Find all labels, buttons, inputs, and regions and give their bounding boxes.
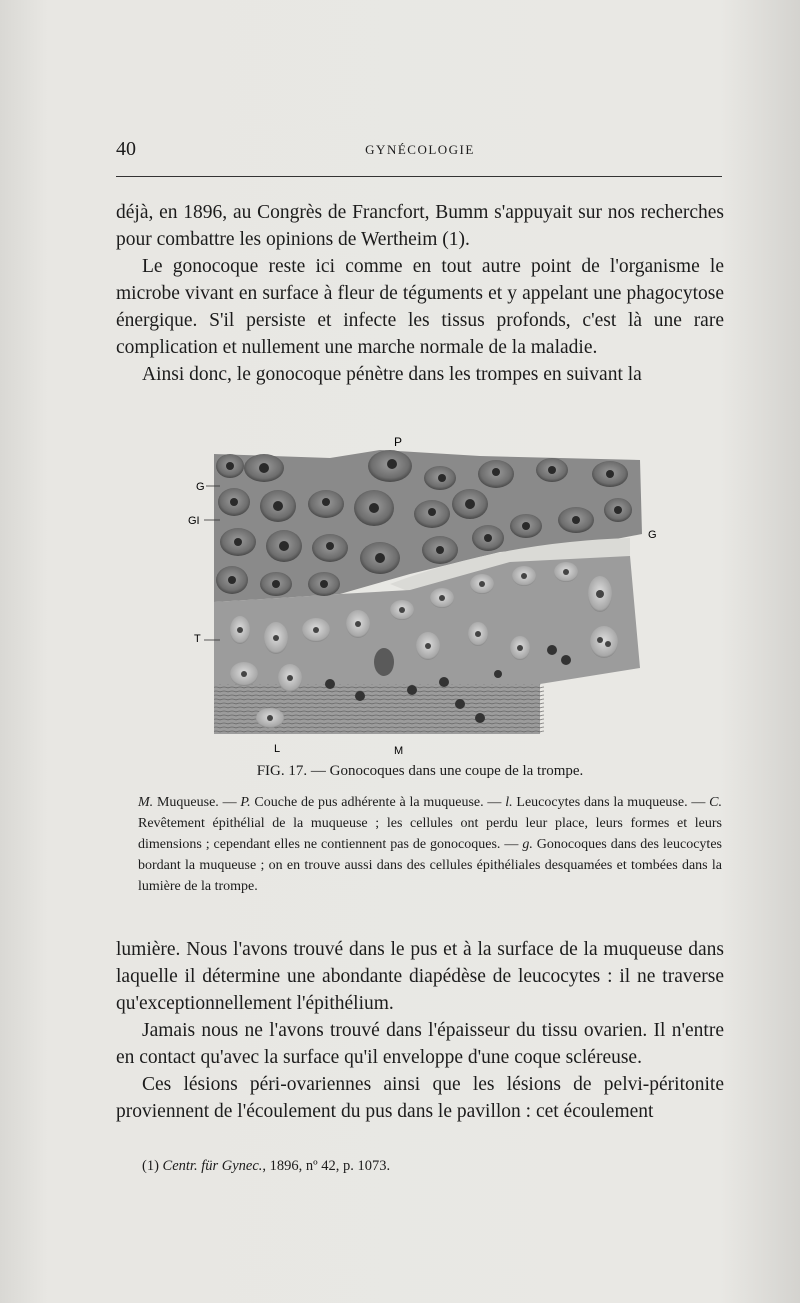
label-m: M	[394, 745, 404, 757]
label-g-left: G	[196, 481, 205, 493]
label-t: T	[194, 633, 201, 645]
label-p: P	[394, 435, 403, 449]
paragraph-5: Jamais nous ne l'avons trouvé dans l'épaisseur du tissu ovarien. Il n'entre en contact qu'avec la surface qu'il enveloppe d'une coque scléreuse.	[116, 1020, 724, 1068]
label-l: L	[274, 743, 281, 755]
footnote-marker: (1)	[142, 1158, 163, 1174]
legend-key-c: C.	[709, 795, 723, 810]
legend-text-m: Muqueuse. —	[153, 795, 241, 810]
page-header	[116, 138, 724, 162]
legend-text-p: Couche de pus adhérente à la muqueuse. —	[250, 795, 506, 810]
legend-key-m: M.	[138, 795, 154, 810]
paragraph-6: Ces lésions péri-ovariennes ainsi que les lésions de pelvi-péritonite proviennent de l'écoulement du pus dans le pavillon : cet écoulement	[116, 1074, 724, 1122]
figure-number: FIG. 17.	[256, 763, 308, 779]
running-head: GYNÉCOLOGIE	[365, 142, 475, 157]
paragraph-1: déjà, en 1896, au Congrès de Francfort, Bumm s'appuyait sur nos recherches pour combattre les opinions de Wertheim (1).	[116, 202, 724, 250]
histology-figure	[180, 434, 660, 764]
figure-caption-text: — Gonocoques dans une coupe de la trompe.	[307, 763, 584, 779]
text-block-top	[116, 199, 724, 388]
legend-text-g: Gonocoques dans des leucocytes bordant la muqueuse ; on en trouve aussi dans des cellules épithéliales desquamées et tombées dans la lumière de la trompe.	[138, 837, 722, 894]
legend-key-p: P.	[240, 795, 251, 810]
paragraph-4: lumière. Nous l'avons trouvé dans le pus et à la surface de la muqueuse dans laquelle il détermine une abondante diapédèse de leucocytes : il ne traverse qu'exceptionnellement l'épithélium.	[116, 939, 724, 1014]
legend-text-c: Revêtement épithélial de la muqueuse ; les cellules ont perdu leur place, leurs formes et leurs dimensions ; cependant elles ne contiennent pas de gonocoques. —	[138, 816, 722, 852]
figure-caption	[116, 763, 724, 780]
page-number: 40	[116, 138, 136, 160]
label-g-right: G	[648, 529, 657, 541]
footnote-rest: , 1896, nº 42, p. 1073.	[262, 1158, 391, 1174]
footnote	[142, 1158, 390, 1175]
paragraph-2: Le gonocoque reste ici comme en tout autre point de l'organisme le microbe vivant en surface à fleur de téguments et y appelant une phagocytose énergique. S'il persiste et infecte les tissus profonds, c'est là une rare complication et nullement une marche normale de la maladie.	[116, 256, 724, 358]
paragraph-3: Ainsi donc, le gonocoque pénètre dans les trompes en suivant la	[142, 364, 642, 385]
footnote-journal: Centr. für Gynec.	[162, 1158, 263, 1174]
figure-legend	[138, 792, 722, 897]
legend-text-l: Leucocytes dans la muqueuse. —	[512, 795, 710, 810]
legend-key-g: g.	[522, 837, 533, 852]
label-gi: GI	[188, 515, 200, 527]
legend-key-l: l.	[505, 795, 513, 810]
text-block-bottom	[116, 936, 724, 1125]
header-rule	[116, 176, 722, 177]
